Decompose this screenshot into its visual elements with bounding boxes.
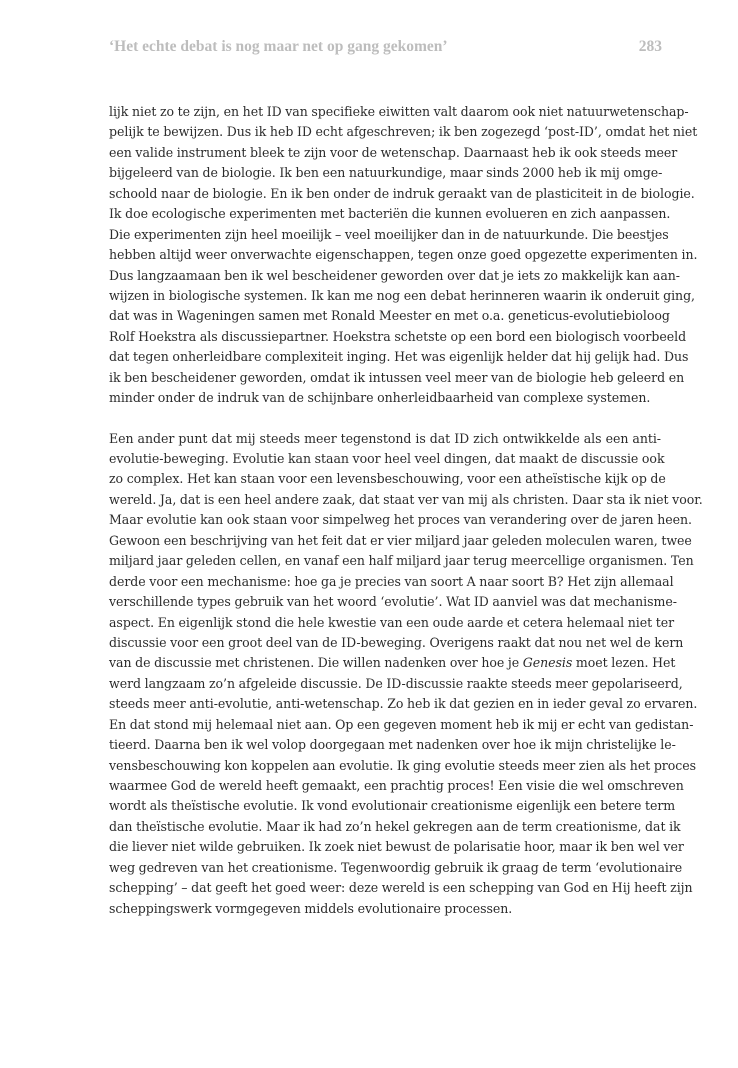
paragraph-2	[109, 429, 703, 920]
running-title: ‘Het echte debat is nog maar net op gang gekomen’	[109, 38, 448, 55]
text-line: Een ander punt dat mij steeds meer tegenstond is dat ID zich ontwikkelde als een anti-	[109, 430, 661, 446]
text-line: miljard jaar geleden cellen, en vanaf een half miljard jaar terug meercellige organismen. Ten	[109, 553, 694, 569]
text-line: wijzen in biologische systemen. Ik kan me nog een debat herinneren waarin ik onderuit ging,	[109, 287, 695, 303]
text-line: van de discussie met christenen. Die willen nadenken over hoe je Genesis moet lezen. Het	[109, 655, 676, 671]
paragraph-1	[109, 102, 698, 409]
text-line: Rolf Hoekstra als discussiepartner. Hoekstra schetste op een bord een biologisch voorbeeld	[109, 328, 687, 344]
text-line: bijgeleerd van de biologie. Ik ben een natuurkundige, maar sinds 2000 heb ik mij omge-	[109, 165, 663, 181]
text-line: discussie voor een groot deel van de ID-beweging. Overigens raakt dat nou net wel de kern	[109, 634, 684, 650]
text-line: verschillende types gebruik van het woord ‘evolutie’. Wat ID aanviel was dat mechanisme-	[109, 594, 677, 610]
text-line: steeds meer anti-evolutie, anti-wetenschap. Zo heb ik dat gezien en in ieder geval zo ervaren.	[109, 696, 698, 712]
text-line: wereld. Ja, dat is een heel andere zaak, dat staat ver van mij als christen. Daar sta ik niet voor.	[109, 491, 703, 507]
text-line: tieerd. Daarna ben ik wel volop doorgegaan met nadenken over hoe ik mijn christelijke le-	[109, 737, 676, 753]
text-line: vensbeschouwing kon koppelen aan evolutie. Ik ging evolutie steeds meer zien als het proces	[109, 757, 696, 773]
text-line: zo complex. Het kan staan voor een levensbeschouwing, voor een atheïstische kijk op de	[109, 471, 666, 487]
text-line: hebben altijd weer onverwachte eigenschappen, tegen onze goed opgezette experimenten in.	[109, 247, 698, 263]
text-line: Maar evolutie kan ook staan voor simpelweg het proces van verandering over de jaren heen.	[109, 512, 692, 528]
page-number: 283	[638, 38, 662, 55]
running-head	[109, 38, 662, 64]
text-line: die liever niet wilde gebruiken. Ik zoek niet bewust de polarisatie hoor, maar ik ben wel ver	[109, 839, 684, 855]
text-line: Die experimenten zijn heel moeilijk – veel moeilijker dan in de natuurkunde. Die beestjes	[109, 226, 669, 242]
text-line: pelijk te bewijzen. Dus ik heb ID echt afgeschreven; ik ben zogezegd ‘post-ID’, omdat het niet	[109, 124, 698, 140]
text-line: En dat stond mij helemaal niet aan. Op een gegeven moment heb ik mij er echt van gedistan-	[109, 716, 694, 732]
text-line: minder onder de indruk van de schijnbare onherleidbaarheid van complexe systemen.	[109, 390, 651, 406]
text-line: dan theïstische evolutie. Maar ik had zo’n hekel gekregen aan de term creationisme, dat ik	[109, 818, 681, 834]
text-line: schepping’ – dat geeft het goed weer: deze wereld is een schepping van God en Hij heeft zijn	[109, 880, 693, 896]
text-line: een valide instrument bleek te zijn voor de wetenschap. Daarnaast heb ik ook steeds meer	[109, 144, 678, 160]
text-line: Dus langzaamaan ben ik wel bescheidener geworden over dat je iets zo makkelijk kan aan-	[109, 267, 680, 283]
text-line: derde voor een mechanisme: hoe ga je precies van soort A naar soort B? Het zijn allemaal	[109, 573, 674, 589]
text-line: evolutie-beweging. Evolutie kan staan voor heel veel dingen, dat maakt de discussie ook	[109, 451, 665, 466]
text-line: schoold naar de biologie. En ik ben onder de indruk geraakt van de plasticiteit in de biologie.	[109, 185, 695, 201]
text-line: Ik doe ecologische experimenten met bacteriën die kunnen evolueren en zich aanpassen.	[109, 206, 671, 222]
text-line: weg gedreven van het creationisme. Tegenwoordig gebruik ik graag de term ‘evolutionaire	[109, 859, 683, 875]
text-line: aspect. En eigenlijk stond die hele kwestie van een oude aarde et cetera helemaal niet ter	[109, 614, 675, 630]
text-line: werd langzaam zo’n afgeleide discussie. De ID-discussie raakte steeds meer gepolariseerd,	[109, 675, 683, 691]
text-line: Gewoon een beschrijving van het feit dat er vier miljard jaar geleden moleculen waren, twee	[109, 532, 692, 548]
text-line: scheppingswerk vormgegeven middels evolutionaire processen.	[109, 900, 513, 916]
text-line: ik ben bescheidener geworden, omdat ik intussen veel meer van de biologie heb geleerd en	[109, 369, 685, 385]
text-line: dat was in Wageningen samen met Ronald Meester en met o.a. geneticus-evolutiebioloog	[109, 308, 670, 324]
text-line: lijk niet zo te zijn, en het ID van specifieke eiwitten valt daarom ook niet natuurwetenschap-	[109, 104, 689, 119]
text-line: dat tegen onherleidbare complexiteit inging. Het was eigenlijk helder dat hij gelijk had. Dus	[109, 349, 689, 365]
text-line: wordt als theïstische evolutie. Ik vond evolutionair creationisme eigenlijk een betere term	[109, 798, 676, 814]
text-line: waarmee God de wereld heeft gemaakt, een prachtig proces! Een visie die wel omschreven	[109, 778, 684, 793]
body-text	[109, 102, 703, 919]
